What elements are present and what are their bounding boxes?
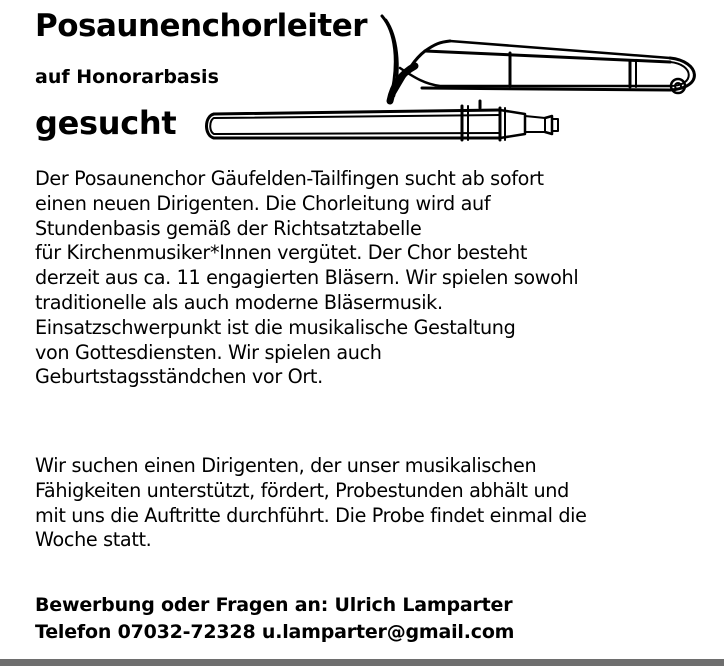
description-paragraph bbox=[35, 167, 710, 390]
ad-subtitle: auf Honorarbasis bbox=[35, 66, 219, 88]
bottom-divider bbox=[0, 659, 724, 666]
text-line: Einsatzschwerpunkt ist die musikalische Gestaltung bbox=[35, 315, 516, 339]
text-line: mit uns die Auftritte durchführt. Die Probe findet einmal die bbox=[35, 503, 587, 527]
contact-phone-email: Telefon 07032-72328 u.lamparter@gmail.com bbox=[35, 621, 515, 643]
text-line: Woche statt. bbox=[35, 528, 152, 552]
contact-block bbox=[35, 592, 514, 646]
text-line: traditionelle als auch moderne Bläsermusik. bbox=[35, 290, 443, 314]
ad-headline: gesucht bbox=[35, 104, 177, 142]
text-line: einen neuen Dirigenten. Die Chorleitung wird auf bbox=[35, 191, 491, 215]
text-line: Geburtstagsständchen vor Ort. bbox=[35, 365, 323, 389]
text-line: Fähigkeiten unterstützt, fördert, Probestunden abhält und bbox=[35, 478, 569, 502]
trombone-icon bbox=[200, 6, 720, 156]
text-line: von Gottesdiensten. Wir spielen auch bbox=[35, 340, 382, 364]
text-line: Stundenbasis gemäß der Richtsatztabelle bbox=[35, 216, 422, 240]
ad-title: Posaunenchorleiter bbox=[35, 8, 368, 44]
text-line: Wir suchen einen Dirigenten, der unser musikalischen bbox=[35, 454, 537, 477]
text-line: derzeit aus ca. 11 engagierten Bläsern. Wir spielen sowohl bbox=[35, 266, 579, 290]
contact-line: Bewerbung oder Fragen an: Ulrich Lamparter bbox=[35, 594, 513, 616]
text-line: Der Posaunenchor Gäufelden-Tailfingen sucht ab sofort bbox=[35, 167, 544, 190]
text-line: für Kirchenmusiker*Innen vergütet. Der Chor besteht bbox=[35, 241, 527, 265]
requirements-paragraph bbox=[35, 454, 710, 553]
